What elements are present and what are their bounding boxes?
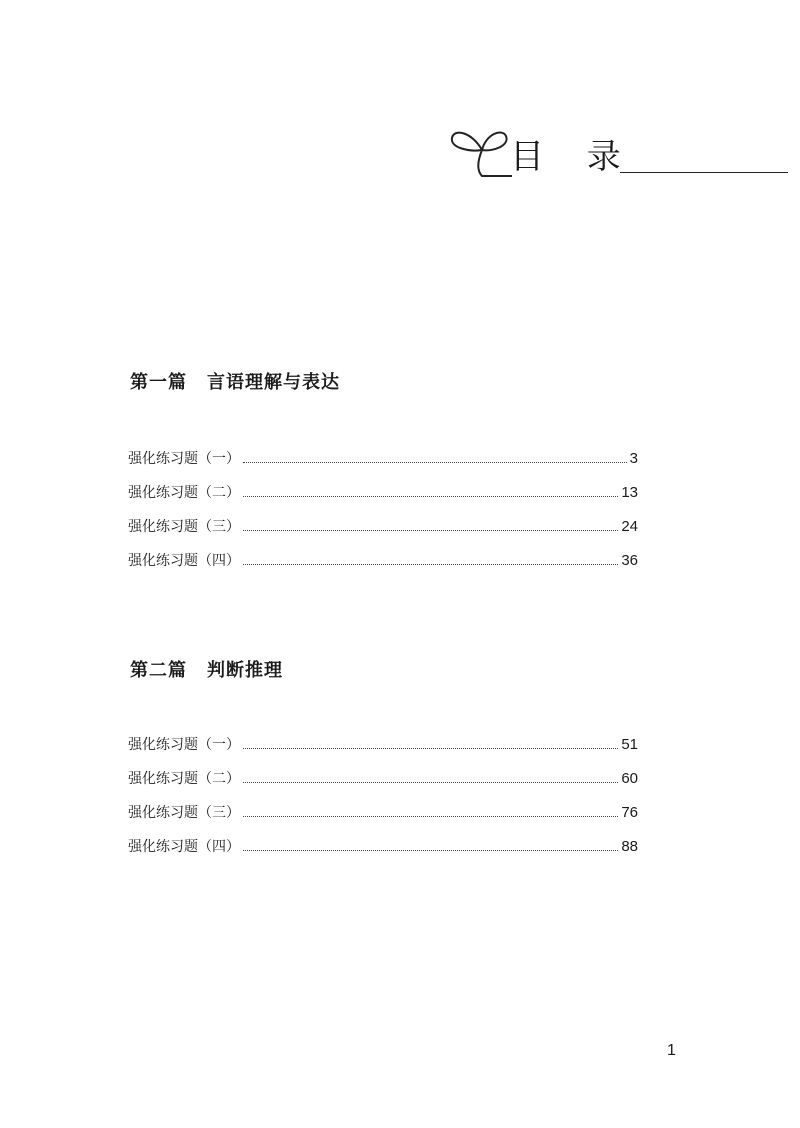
toc-entry[interactable] xyxy=(128,432,638,466)
leader-dots xyxy=(243,462,627,463)
toc-entry[interactable] xyxy=(128,466,638,500)
page-number: 1 xyxy=(667,1042,676,1059)
toc-entry[interactable] xyxy=(128,752,638,786)
title-rule xyxy=(620,172,788,173)
toc-entry[interactable] xyxy=(128,500,638,534)
leader-dots xyxy=(243,850,618,851)
leader-dots xyxy=(243,564,618,565)
toc-entry[interactable] xyxy=(128,786,638,820)
part-number: 第二篇 xyxy=(130,660,187,681)
toc-entry-page: 36 xyxy=(621,552,638,569)
toc-list-1 xyxy=(128,432,638,568)
toc-entry-page: 76 xyxy=(621,804,638,821)
leader-dots xyxy=(243,748,618,749)
toc-entry-label: 强化练习题（二） xyxy=(128,485,240,501)
leader-dots xyxy=(243,782,618,783)
part-heading-1 xyxy=(130,368,340,394)
part-name: 判断推理 xyxy=(207,660,283,681)
toc-header xyxy=(446,120,791,190)
leader-dots xyxy=(243,496,618,497)
toc-entry-label: 强化练习题（四） xyxy=(128,839,240,855)
leader-dots xyxy=(243,816,618,817)
toc-entry-page: 51 xyxy=(621,736,638,753)
part-number: 第一篇 xyxy=(130,372,187,393)
toc-entry-label: 强化练习题（一） xyxy=(128,737,240,753)
sprout-icon xyxy=(446,120,516,186)
toc-entry-page: 88 xyxy=(621,838,638,855)
part-heading-2 xyxy=(130,656,283,682)
page-title: 目 录 xyxy=(510,137,637,177)
toc-entry-label: 强化练习题（四） xyxy=(128,553,240,569)
toc-entry-page: 3 xyxy=(629,450,638,467)
toc-entry-label: 强化练习题（一） xyxy=(128,451,240,467)
toc-entry[interactable] xyxy=(128,820,638,854)
toc-entry-page: 13 xyxy=(621,484,638,501)
toc-list-2 xyxy=(128,718,638,854)
toc-entry-page: 24 xyxy=(621,518,638,535)
toc-entry-label: 强化练习题（三） xyxy=(128,519,240,535)
toc-entry[interactable] xyxy=(128,718,638,752)
leader-dots xyxy=(243,530,618,531)
toc-entry-page: 60 xyxy=(621,770,638,787)
part-name: 言语理解与表达 xyxy=(207,372,340,393)
toc-entry-label: 强化练习题（二） xyxy=(128,771,240,787)
toc-entry[interactable] xyxy=(128,534,638,568)
toc-entry-label: 强化练习题（三） xyxy=(128,805,240,821)
